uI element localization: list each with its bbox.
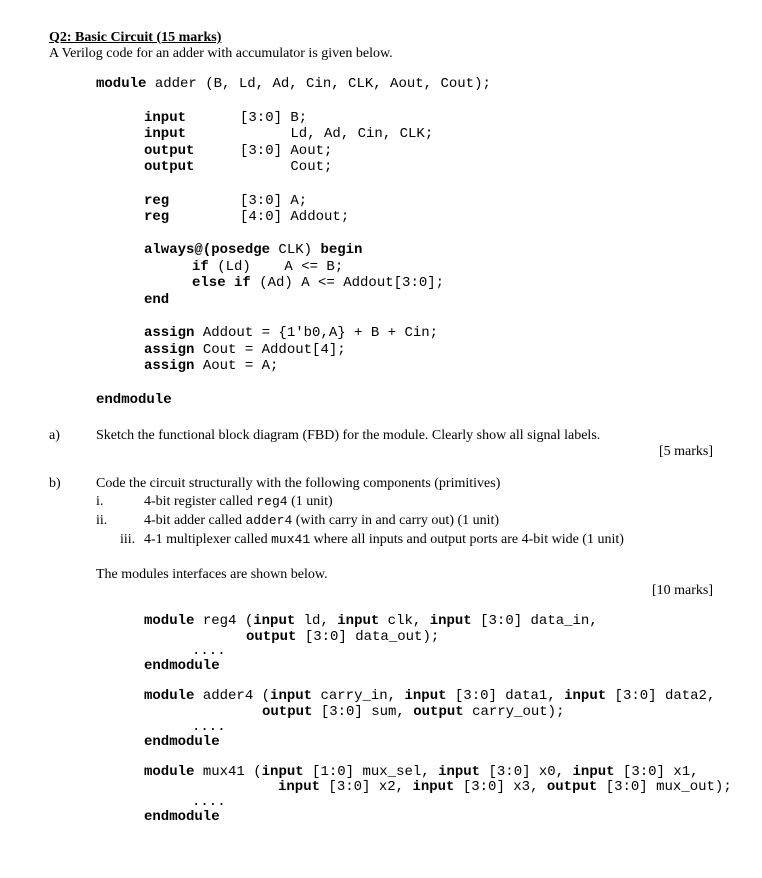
assign-rest: Aout = A;: [194, 358, 279, 374]
mux41-name: mux41 (: [194, 764, 262, 780]
mux41-endmodule: endmodule: [144, 809, 220, 825]
kw-input: input: [572, 764, 615, 780]
decl-rest-2: [3:0] Aout;: [240, 143, 333, 159]
kw-input: input: [404, 688, 447, 704]
reg4-endmodule: endmodule: [144, 658, 220, 674]
assign-line-1: [144, 342, 346, 359]
reg4-port-clk: clk,: [379, 613, 430, 629]
decl-kw-2: output: [144, 143, 195, 159]
part-b-text: Code the circuit structurally with the following components (primitives): [96, 476, 501, 491]
kw-input: input: [438, 764, 481, 780]
adder4-dots: ....: [192, 719, 226, 735]
mux41-port-x0: [3:0] x0,: [480, 764, 573, 780]
always-rest: CLK): [270, 242, 321, 258]
kw-input: input: [261, 764, 304, 780]
assign-rest: Addout = {1'b0,A} + B + Cin;: [194, 325, 439, 341]
item-code: adder4: [245, 513, 293, 528]
kw-else-if: else if: [192, 275, 251, 291]
reg4-port-ld: ld,: [295, 613, 338, 629]
part-a-text: Sketch the functional block diagram (FBD) for the module. Clearly show all signal labels.: [96, 428, 601, 443]
code-module-line: [96, 76, 491, 93]
kw-output: output: [546, 779, 598, 795]
always-line: [144, 242, 362, 259]
adder4-port-data2: [3:0] data2,: [606, 688, 716, 704]
kw-module: module: [144, 764, 195, 780]
reg-kw-1: reg: [144, 209, 170, 225]
kw-output: output: [262, 704, 313, 720]
list-item-i: [144, 493, 333, 510]
decl-kw-1: input: [144, 126, 187, 142]
item-post: (with carry in and carry out) (1 unit): [292, 513, 500, 528]
mux41-port-x1: [3:0] x1,: [614, 764, 699, 780]
mux41-port-x2: [3:0] x2,: [320, 779, 413, 795]
question-title: Q2: Basic Circuit (15 marks): [49, 30, 222, 45]
mux41-port-x3: [3:0] x3,: [454, 779, 547, 795]
reg-rest-0: [3:0] A;: [240, 193, 308, 209]
kw-input: input: [270, 688, 313, 704]
reg4-dots: ....: [192, 643, 226, 659]
list-num-i: i.: [96, 494, 104, 509]
mux41-line-2: [278, 779, 732, 796]
module-signature: adder (B, Ld, Ad, Cin, CLK, Aout, Cout);: [146, 76, 491, 92]
mux41-port-sel: [1:0] mux_sel,: [303, 764, 439, 780]
kw-end: end: [144, 292, 170, 308]
part-b-marks: [10 marks]: [651, 583, 713, 598]
adder4-port-carry-in: carry_in,: [312, 688, 405, 704]
kw-output: output: [246, 629, 297, 645]
kw-assign: assign: [144, 358, 195, 374]
kw-begin: begin: [320, 242, 363, 258]
list-item-iii: [144, 531, 624, 548]
reg4-name: reg4 (: [194, 613, 254, 629]
part-b-label: b): [49, 476, 61, 491]
kw-input: input: [278, 779, 321, 795]
else-line: [192, 275, 444, 292]
kw-module: module: [144, 688, 195, 704]
kw-input: input: [412, 779, 455, 795]
decl-rest-3: Cout;: [240, 159, 333, 175]
part-a-label: a): [49, 428, 60, 443]
part-a-marks: [5 marks]: [658, 444, 713, 459]
kw-input: input: [564, 688, 607, 704]
kw-input: input: [253, 613, 296, 629]
item-code: reg4: [256, 494, 288, 509]
decl-kw-3: output: [144, 159, 195, 175]
question-intro: A Verilog code for an adder with accumulator is given below.: [49, 46, 393, 61]
decl-rest-0: [3:0] B;: [240, 110, 308, 126]
adder4-endmodule: endmodule: [144, 734, 220, 750]
kw-endmodule: endmodule: [96, 392, 172, 408]
list-num-iii: iii.: [120, 532, 136, 547]
reg4-line-1: [144, 613, 598, 630]
mux41-dots: ....: [192, 794, 226, 810]
adder4-line-1: [144, 688, 715, 705]
assign-rest: Cout = Addout[4];: [194, 342, 346, 358]
kw-module: module: [96, 76, 147, 92]
item-post: where all inputs and output ports are 4-bit wide (1 unit): [310, 532, 624, 547]
decl-rest-1: Ld, Ad, Cin, CLK;: [240, 126, 434, 142]
item-pre: 4-bit adder called: [144, 513, 246, 528]
item-code: mux41: [271, 532, 311, 547]
kw-input: input: [429, 613, 472, 629]
adder4-name: adder4 (: [194, 688, 271, 704]
kw-module: module: [144, 613, 195, 629]
adder4-line-2: [262, 704, 565, 721]
interfaces-text: The modules interfaces are shown below.: [96, 567, 328, 582]
decl-kw-0: input: [144, 110, 187, 126]
assign-line-2: [144, 358, 278, 375]
kw-assign: assign: [144, 342, 195, 358]
reg-kw-0: reg: [144, 193, 170, 209]
reg4-line-2: [246, 629, 439, 646]
kw-input: input: [337, 613, 380, 629]
mux41-port-out: [3:0] mux_out);: [597, 779, 732, 795]
list-item-ii: [144, 512, 499, 529]
adder4-port-carry-out: carry_out);: [463, 704, 565, 720]
reg4-port-data-out: [3:0] data_out);: [296, 629, 440, 645]
kw-assign: assign: [144, 325, 195, 341]
item-pre: 4-bit register called: [144, 494, 257, 509]
if-line: [192, 259, 343, 276]
kw-output: output: [413, 704, 464, 720]
adder4-port-sum: [3:0] sum,: [312, 704, 414, 720]
reg4-port-data-in: [3:0] data_in,: [471, 613, 598, 629]
item-post: (1 unit): [287, 494, 333, 509]
if-rest: (Ld) A <= B;: [208, 259, 344, 275]
else-rest: (Ad) A <= Addout[3:0];: [250, 275, 445, 291]
list-num-ii: ii.: [96, 513, 108, 528]
item-pre: 4-1 multiplexer called: [144, 532, 272, 547]
adder4-port-data1: [3:0] data1,: [446, 688, 565, 704]
assign-line-0: [144, 325, 438, 342]
kw-always: always@(posedge: [144, 242, 271, 258]
kw-if: if: [192, 259, 209, 275]
reg-rest-1: [4:0] Addout;: [240, 209, 350, 225]
